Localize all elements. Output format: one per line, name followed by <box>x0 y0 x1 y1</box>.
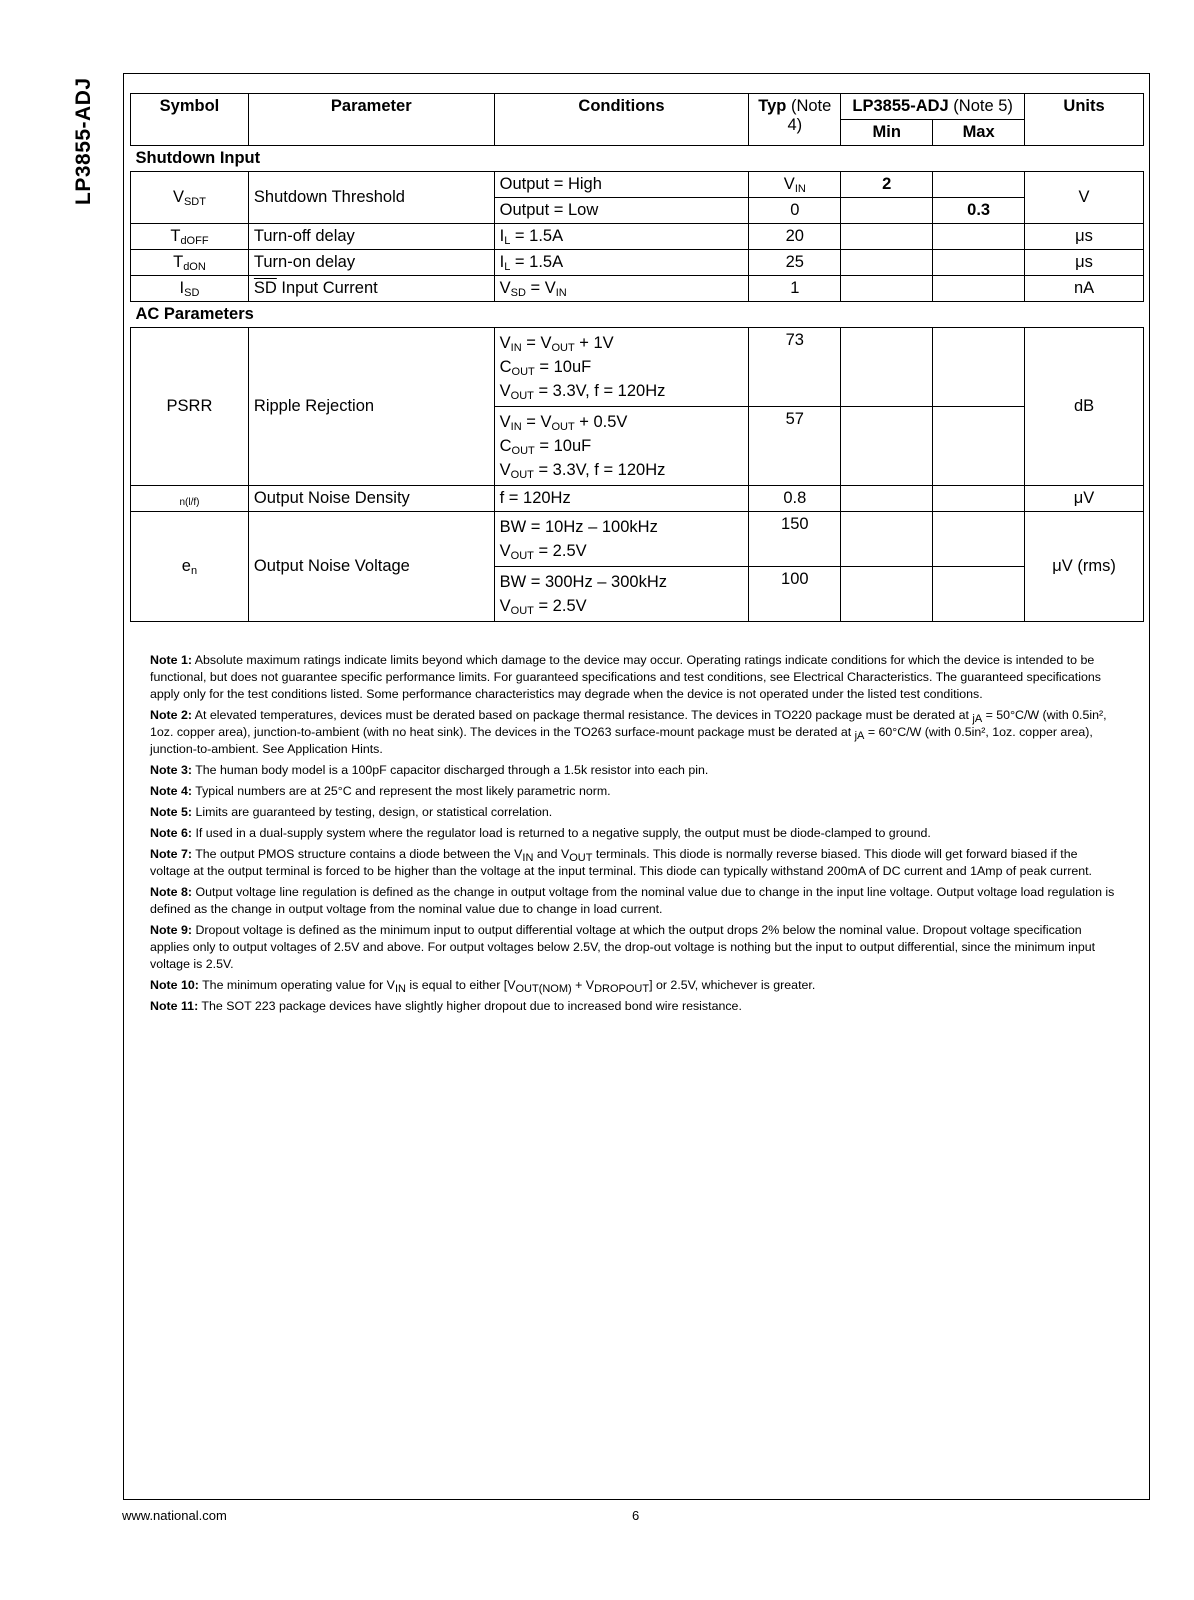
header-typ-note: (Note 4) <box>786 97 832 134</box>
symbol-cell: n(l/f) <box>131 486 249 512</box>
cond-line: = 2.5V <box>533 542 587 560</box>
table-row <box>131 250 1144 276</box>
header-units: Units <box>1025 94 1144 146</box>
max-cell <box>933 512 1025 567</box>
symbol-sub: SDT <box>183 196 206 208</box>
cond-sub: SD <box>510 287 526 299</box>
note-label: Note 4: <box>150 784 192 798</box>
min-cell <box>841 250 933 276</box>
note-sub: jA <box>854 730 865 742</box>
note-text: ] or 2.5V, whichever is greater. <box>649 978 816 992</box>
note-text: = 50°C/W (with 0.5in², 1oz. copper area), junction-to-ambient (with no heat sink). The devices in the TO263 surface-mount package must be derated at <box>150 708 1107 739</box>
note-3 <box>150 762 1120 779</box>
symbol-sub: n <box>190 565 198 577</box>
header-max: Max <box>933 120 1025 146</box>
note-10 <box>150 977 1120 994</box>
cond-line: + 0.5V <box>574 413 628 431</box>
cond-sub: L <box>504 235 511 247</box>
max-cell <box>933 224 1025 250</box>
min-cell <box>841 198 933 224</box>
note-text: terminals. This diode is normally reverse biased. This diode will get forward biased if the voltage at the output terminal is forced to be higher than the voltage at the input terminal. This diode can typically withstand 200mA of DC current and 1Amp of peak current. <box>150 847 1092 878</box>
min-cell <box>841 407 933 486</box>
note-text: If used in a dual-supply system where the regulator load is returned to a negative supply, the output must be diode-clamped to ground. <box>192 826 931 840</box>
condition-cell: Output = Low <box>494 198 749 224</box>
spec-table <box>130 93 1144 622</box>
note-text: Absolute maximum ratings indicate limits beyond which damage to the device may occur. Operating ratings indicate conditions for which the device is intended to be functional, but does not guarantee specific performance limits. For guaranteed specifications and test conditions, see Electrical Characteristics. The guaranteed specifications apply only for the test conditions listed. Some performance characteristics may degrade when the device is not operated under the listed test conditions. <box>150 653 1101 701</box>
cond-line: BW = 10Hz – 100kHz <box>499 518 658 536</box>
typ-cell: 73 <box>749 328 841 407</box>
note-text: The minimum operating value for V <box>198 978 395 992</box>
note-text: Limits are guaranteed by testing, design, or statistical correlation. <box>192 805 553 819</box>
note-text: Dropout voltage is defined as the minimum input to output differential voltage at which the output drops 2% below the nominal value. Dropout voltage specification applies only to output voltages of 2.5V and above. For output voltages below 2.5V, the drop-out voltage is nothing but the input to output differential, since the minimum input voltage is 2.5V. <box>150 923 1096 971</box>
symbol-text: T <box>170 227 181 245</box>
condition-cell: $V_{IN} = V_{OUT} + 0.5V$ $C_{OUT} = 10uF$ $V_{OUT} = 3.3V$, f = 120Hz <box>494 407 749 486</box>
parameter-cell: Turn-off delay <box>248 224 494 250</box>
symbol-cell <box>131 250 249 276</box>
min-cell <box>841 224 933 250</box>
parameter-cell: Shutdown Threshold <box>248 172 494 224</box>
note-5 <box>150 804 1120 821</box>
min-cell: 2 <box>841 172 933 198</box>
note-8 <box>150 884 1120 918</box>
symbol-cell <box>131 276 249 302</box>
cond-line: = 10uF <box>534 437 592 455</box>
cond-line: = V <box>521 413 552 431</box>
note-9 <box>150 922 1120 973</box>
symbol-cell <box>131 224 249 250</box>
typ-cell <box>749 172 841 198</box>
units-cell: dB <box>1025 328 1144 486</box>
table-header-row <box>131 94 1144 120</box>
note-label: Note 3: <box>150 763 192 777</box>
note-label: Note 10: <box>150 978 199 992</box>
symbol-cell: PSRR <box>131 328 249 486</box>
min-cell <box>841 276 933 302</box>
table-row <box>131 276 1144 302</box>
symbol-cell <box>131 512 249 622</box>
symbol-text: I <box>179 279 185 297</box>
units-cell: μs <box>1025 250 1144 276</box>
cond-line: = 3.3V, f = 120Hz <box>533 461 666 479</box>
parameter-cell: Turn-on delay <box>248 250 494 276</box>
note-text: + V <box>571 978 595 992</box>
header-group <box>841 94 1025 120</box>
section-shutdown: Shutdown Input <box>131 146 1144 172</box>
typ-text: V <box>783 175 795 193</box>
note-sub: OUT <box>569 852 593 864</box>
typ-cell: 0.8 <box>749 486 841 512</box>
cond-text: I <box>499 227 505 245</box>
footer-url-link[interactable]: www.national.com <box>122 1508 227 1523</box>
parameter-cell <box>248 276 494 302</box>
table-row <box>131 512 1144 567</box>
cond-line: + 1V <box>574 334 614 352</box>
note-text: is equal to either [V <box>405 978 516 992</box>
note-4 <box>150 783 1120 800</box>
cond-sub: IN <box>555 287 567 299</box>
note-label: Note 6: <box>150 826 192 840</box>
parameter-cell: Output Noise Density <box>248 486 494 512</box>
header-group-label: LP3855-ADJ <box>852 97 949 115</box>
max-cell <box>933 486 1025 512</box>
symbol-sub: dOFF <box>180 235 209 247</box>
sd-overline-text: $\overline{SD}$ <box>253 279 277 297</box>
note-text: Output voltage line regulation is defined as the change in output voltage from the nominal value due to change in the input line voltage. Output voltage load regulation is defined as the change in output voltage from the nominal value due to change in load current. <box>150 885 1115 916</box>
units-cell: μV <box>1025 486 1144 512</box>
header-symbol: Symbol <box>131 94 249 146</box>
condition-cell: BW = 300Hz – 300kHz $V_{OUT} = 2.5V$ <box>494 567 749 622</box>
note-label: Note 1: <box>150 653 192 667</box>
note-6 <box>150 825 1120 842</box>
notes-section <box>150 652 1120 1019</box>
symbol-sub: dON <box>183 261 206 273</box>
cond-text: V <box>499 279 511 297</box>
typ-sub: IN <box>794 183 806 195</box>
note-label: Note 5: <box>150 805 192 819</box>
min-cell <box>841 567 933 622</box>
typ-cell: 150 <box>749 512 841 567</box>
condition-cell: $V_{IN} = V_{OUT} + 1V$ $C_{OUT} = 10uF$ $V_{OUT} = 3.3V$, f = 120Hz <box>494 328 749 407</box>
section-row-ac <box>131 302 1144 328</box>
note-label: Note 7: <box>150 847 192 861</box>
note-1 <box>150 652 1120 703</box>
max-cell <box>933 250 1025 276</box>
header-typ <box>749 94 841 146</box>
table-row <box>131 172 1144 198</box>
cond-line: = V <box>521 334 552 352</box>
symbol-text: e <box>181 557 191 575</box>
units-cell: μV (rms) <box>1025 512 1144 622</box>
typ-cell: 1 <box>749 276 841 302</box>
section-ac: AC Parameters <box>131 302 1144 328</box>
cond-rest: = 1.5A <box>510 227 564 245</box>
note-text: The SOT 223 package devices have slightly higher dropout due to increased bond wire resistance. <box>198 999 742 1013</box>
note-label: Note 2: <box>150 708 192 722</box>
cond-line: BW = 300Hz – 300kHz <box>499 573 667 591</box>
note-text: = 60°C/W (with 0.5in², 1oz. copper area), junction-to-ambient. See Application Hints. <box>150 725 1093 756</box>
page-number: 6 <box>632 1508 640 1523</box>
units-cell: μs <box>1025 224 1144 250</box>
cond-text: I <box>499 253 505 271</box>
condition-cell <box>494 250 749 276</box>
symbol-text: V <box>172 188 184 206</box>
condition-cell: f = 120Hz <box>494 486 749 512</box>
header-conditions: Conditions <box>494 94 749 146</box>
max-cell <box>933 407 1025 486</box>
cond-sub: L <box>504 261 511 273</box>
header-min: Min <box>841 120 933 146</box>
section-row-shutdown <box>131 146 1144 172</box>
side-title: LP3855-ADJ <box>72 77 95 205</box>
note-label: Note 11: <box>150 999 199 1013</box>
cond-rest: = 1.5A <box>510 253 564 271</box>
units-cell: nA <box>1025 276 1144 302</box>
symbol-text: T <box>173 253 184 271</box>
note-sub: DROPOUT <box>594 983 650 995</box>
header-group-note: (Note 5) <box>948 97 1013 115</box>
parameter-cell: Output Noise Voltage <box>248 512 494 622</box>
note-sub: IN <box>522 852 534 864</box>
max-cell: 0.3 <box>933 198 1025 224</box>
typ-cell: 25 <box>749 250 841 276</box>
condition-cell <box>494 224 749 250</box>
cond-mid: = V <box>525 279 556 297</box>
note-sub: IN <box>394 983 406 995</box>
table-row <box>131 486 1144 512</box>
condition-cell <box>494 276 749 302</box>
note-text: Typical numbers are at 25°C and represent the most likely parametric norm. <box>192 784 611 798</box>
note-text: and V <box>533 847 570 861</box>
note-2 <box>150 707 1120 758</box>
typ-cell: 100 <box>749 567 841 622</box>
max-cell <box>933 276 1025 302</box>
min-cell <box>841 512 933 567</box>
note-text: The output PMOS structure contains a diode between the V <box>192 847 523 861</box>
param-rest: Input Current <box>276 279 378 297</box>
cond-line: = 3.3V, f = 120Hz <box>533 382 666 400</box>
table-row <box>131 328 1144 407</box>
table-row <box>131 224 1144 250</box>
note-label: Note 8: <box>150 885 192 899</box>
note-label: Note 9: <box>150 923 192 937</box>
cond-line: = 10uF <box>534 358 592 376</box>
units-cell: V <box>1025 172 1144 224</box>
note-7 <box>150 846 1120 880</box>
typ-cell: 57 <box>749 407 841 486</box>
note-sub: jA <box>972 713 983 725</box>
parameter-cell: Ripple Rejection <box>248 328 494 486</box>
max-cell <box>933 328 1025 407</box>
note-text: At elevated temperatures, devices must be derated based on package thermal resistance. The devices in TO220 package must be derated at <box>192 708 973 722</box>
symbol-cell <box>131 172 249 224</box>
typ-cell: 0 <box>749 198 841 224</box>
max-cell <box>933 172 1025 198</box>
note-text: The human body model is a 100pF capacitor discharged through a 1.5k resistor into each pin. <box>192 763 709 777</box>
condition-cell: Output = High <box>494 172 749 198</box>
note-sub: OUT(NOM) <box>515 983 572 995</box>
min-cell <box>841 328 933 407</box>
cond-line: = 2.5V <box>533 597 587 615</box>
condition-cell: BW = 10Hz – 100kHz $V_{OUT} = 2.5V$ <box>494 512 749 567</box>
symbol-sub: SD <box>184 287 200 299</box>
typ-cell: 20 <box>749 224 841 250</box>
header-parameter: Parameter <box>248 94 494 146</box>
min-cell <box>841 486 933 512</box>
header-typ-label: Typ <box>758 97 787 115</box>
note-11 <box>150 998 1120 1015</box>
max-cell <box>933 567 1025 622</box>
